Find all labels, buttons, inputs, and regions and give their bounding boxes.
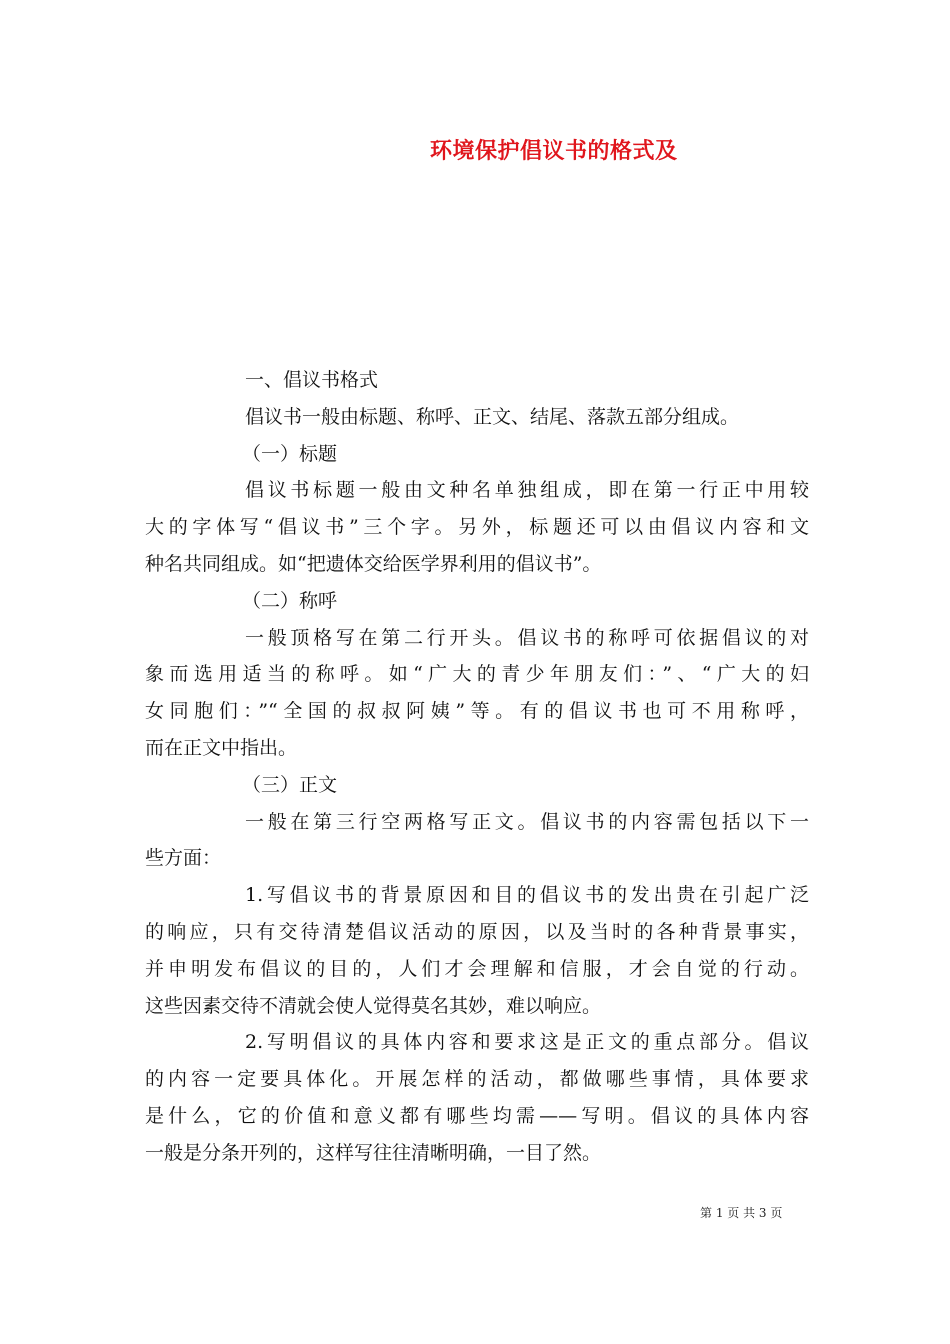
paragraph-line: 的响应，只有交待清楚倡议活动的原因，以及当时的各种背景事实， [145,920,809,943]
subsection-heading-salutation: （二）称呼 [242,589,338,612]
list-item-line: 2.写明倡议的具体内容和要求这是正文的重点部分。倡议 [245,1031,809,1054]
paragraph-line: 种名共同组成。如“把遗体交给医学界利用的倡议书”。 [145,552,602,575]
page-footer [700,1204,782,1221]
paragraph-line: 而在正文中指出。 [145,736,298,759]
page-number-label: 第 1 页 共 3 页 [700,1206,783,1220]
paragraph-line: 这些因素交待不清就会使人觉得莫名其妙，难以响应。 [145,994,602,1017]
paragraph-line: 些方面： [145,847,222,870]
paragraph-line: 的内容一定要具体化。开展怎样的活动，都做哪些事情，具体要求 [145,1068,809,1091]
paragraph-line: 倡议书标题一般由文种名单独组成，即在第一行正中用较 [245,479,809,502]
subsection-heading-body: （三）正文 [242,773,338,796]
paragraph-line: 是什么，它的价值和意义都有哪些均需——写明。倡议的具体内容 [145,1104,809,1127]
paragraph-line: 一般顶格写在第二行开头。倡议书的称呼可依据倡议的对 [245,626,809,649]
paragraph-line: 一般是分条开列的，这样写往往清晰明确，一目了然。 [145,1141,602,1164]
section-heading-format: 一、倡议书格式 [245,369,379,391]
paragraph-line: 并申明发布倡议的目的，人们才会理解和信服，才会自觉的行动。 [145,957,809,980]
subsection-heading-title: （一）标题 [242,442,338,465]
paragraph-line: 倡议书一般由标题、称呼、正文、结尾、落款五部分组成。 [245,405,740,428]
paragraph-line: 一般在第三行空两格写正文。倡议书的内容需包括以下一 [245,810,809,833]
paragraph-line: 女同胞们：”“全国的叔叔阿姨”等。有的倡议书也可不用称呼， [145,700,809,723]
paragraph-line: 大的字体写“倡议书”三个字。另外，标题还可以由倡议内容和文 [145,516,809,539]
document-title: 环境保护倡议书的格式及 [430,138,678,164]
document-body [145,362,809,1172]
paragraph-line: 象而选用适当的称呼。如“广大的青少年朋友们：”、“广大的妇 [145,663,809,686]
list-item-line: 1.写倡议书的背景原因和目的倡议书的发出贵在引起广泛 [245,884,809,907]
